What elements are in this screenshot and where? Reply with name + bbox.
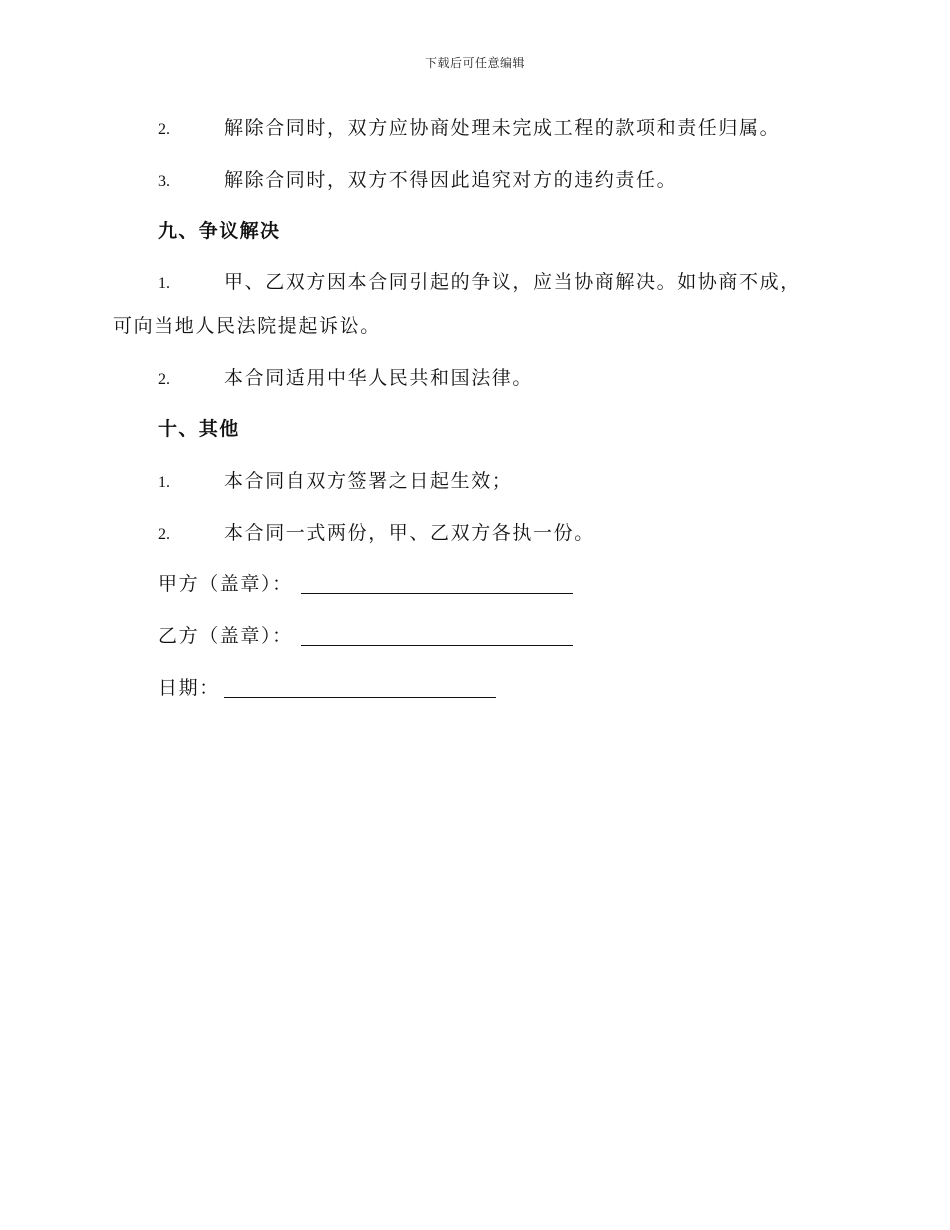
signature-label: 甲方（盖章）： xyxy=(158,573,293,595)
clause-9-1 xyxy=(158,270,801,296)
clause-10-1 xyxy=(158,469,512,495)
clause-text: 本合同一式两份，甲、乙双方各执一份。 xyxy=(224,522,595,544)
clause-9-2 xyxy=(158,366,533,392)
clause-9-1-continuation: 可向当地人民法院提起诉讼。 xyxy=(113,315,381,337)
page-header-note: 下载后可任意编辑 xyxy=(424,56,525,70)
clause-number: 3. xyxy=(158,173,170,190)
clause-number: 2. xyxy=(158,121,170,138)
clause-text: 本合同自双方签署之日起生效； xyxy=(224,470,513,492)
clause-number: 1. xyxy=(158,275,170,292)
signature-date xyxy=(158,676,496,700)
clause-text: 解除合同时，双方应协商处理未完成工程的款项和责任归属。 xyxy=(224,117,781,139)
signature-party-a xyxy=(158,572,573,596)
section-10-heading: 十、其他 xyxy=(158,418,240,440)
clause-number: 2. xyxy=(158,526,170,543)
clause-text: 解除合同时，双方不得因此追究对方的违约责任。 xyxy=(224,169,678,191)
clause-text: 甲、乙双方因本合同引起的争议，应当协商解决。如协商不成， xyxy=(224,271,801,293)
signature-party-b xyxy=(158,624,573,648)
clause-number: 1. xyxy=(158,474,170,491)
signature-blank-line xyxy=(301,625,573,646)
section-9-heading: 九、争议解决 xyxy=(158,220,281,242)
date-blank-line xyxy=(224,677,496,698)
clause-8-3 xyxy=(158,168,677,194)
signature-label: 乙方（盖章）： xyxy=(158,625,293,647)
clause-text: 本合同适用中华人民共和国法律。 xyxy=(224,367,534,389)
date-label: 日期： xyxy=(158,677,220,699)
signature-blank-line xyxy=(301,573,573,594)
clause-number: 2. xyxy=(158,371,170,388)
clause-8-2 xyxy=(158,116,780,142)
clause-10-2 xyxy=(158,521,595,547)
